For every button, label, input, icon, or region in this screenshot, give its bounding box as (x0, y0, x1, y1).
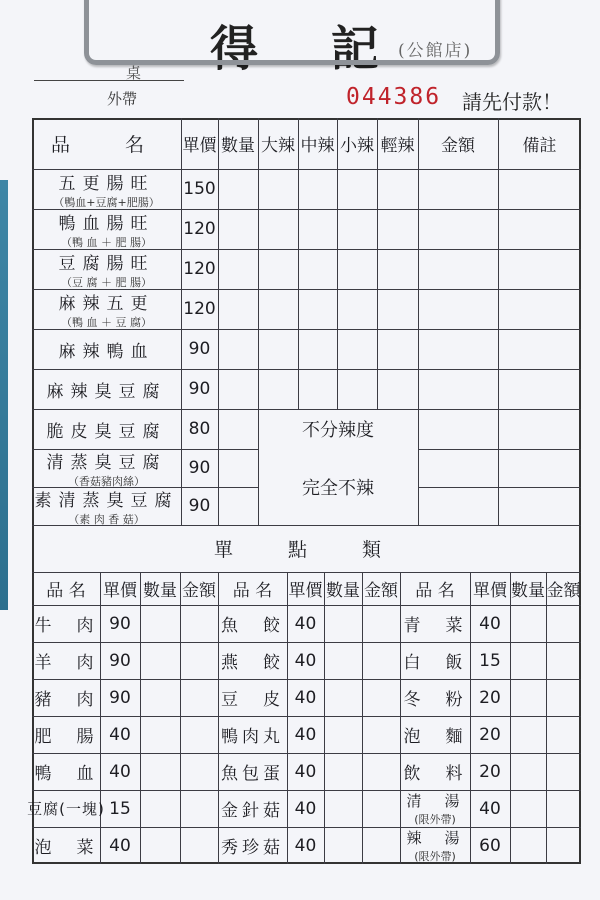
restaurant-title: 得 記 (210, 21, 407, 77)
single-col-header: 單價 (288, 581, 323, 601)
item-name: 魚包蛋 (221, 764, 284, 784)
single-item-name (32, 605, 100, 642)
single-item-price: 40 (294, 798, 317, 819)
item-name: 冬 粉 (403, 690, 467, 710)
single-item-name (400, 753, 470, 790)
item-name: 金針菇 (221, 801, 284, 821)
single-item-price: 40 (294, 613, 317, 634)
grid-line (418, 209, 581, 210)
pay-first-notice: 請先付款！ (462, 90, 562, 114)
dish-ingredients: （素 肉 香 菇） (68, 512, 145, 526)
single-col-header: 數量 (326, 581, 360, 601)
menu-item-name (32, 169, 181, 209)
single-col-header: 數量 (511, 581, 545, 601)
takeout-label: 外帶 (107, 90, 138, 108)
item-name: 肥 腸 (34, 727, 98, 747)
item-name: 魚 餃 (221, 616, 284, 636)
item-name: 秀珍菇 (221, 838, 284, 858)
single-col-header: 單價 (473, 581, 507, 601)
item-name: 泡 菜 (34, 838, 98, 858)
menu-item-price: 90 (188, 339, 211, 359)
menu-item-price: 150 (183, 179, 216, 199)
dish-ingredients: （鴨 血 ＋ 肥 腸） (61, 235, 152, 249)
menu-item-name (32, 369, 181, 409)
single-row-line (32, 679, 581, 680)
branch-name: (公館店) (398, 41, 473, 61)
menu-item-name (32, 329, 181, 369)
dish-name: 脆皮臭豆腐 (46, 421, 167, 442)
dish-ingredients: （鴨 血 ＋ 豆 腐） (61, 315, 152, 329)
header-very-spicy: 大辣 (261, 136, 295, 156)
single-item-price: 40 (294, 687, 317, 708)
note-not-spicy: 完全不辣 (302, 478, 374, 499)
single-col-header: 品 名 (46, 581, 86, 601)
single-item-price: 40 (109, 761, 131, 782)
menu-item-name (32, 409, 181, 449)
menu-item-name (32, 249, 181, 289)
menu-item-name (32, 209, 181, 249)
dine-in-label: 桌 (126, 64, 142, 82)
single-item-price: 90 (109, 687, 131, 708)
single-col-header: 數量 (143, 581, 177, 601)
single-item-name (400, 605, 470, 642)
dish-name: 麻辣鴨血 (58, 341, 155, 362)
menu-item-name (32, 487, 181, 525)
single-item-name (218, 827, 287, 864)
header-medium-spicy: 中辣 (300, 136, 335, 156)
menu-item-price: 90 (188, 458, 211, 478)
single-item-price: 40 (479, 798, 501, 819)
single-col-line (140, 572, 141, 864)
item-name: 清 湯 (406, 792, 464, 810)
note-no-spice-level: 不分辣度 (302, 420, 374, 441)
dish-name: 鴨血腸旺 (58, 213, 155, 234)
menu-item-name (32, 289, 181, 329)
single-item-price: 40 (294, 650, 317, 671)
single-item-name (218, 642, 287, 679)
single-row-line (32, 753, 581, 754)
single-col-line (362, 572, 363, 864)
order-number-line (34, 80, 184, 81)
grid-line (418, 249, 581, 250)
grid-line (418, 487, 581, 488)
menu-item-price: 80 (188, 419, 211, 439)
menu-item-price: 120 (183, 219, 216, 239)
item-note: (限外帶) (414, 813, 456, 826)
dish-ingredients: （鴨血+豆腐+肥腸） (53, 195, 160, 209)
single-col-line (180, 572, 181, 864)
menu-item-price: 120 (183, 259, 216, 279)
single-item-name (32, 679, 100, 716)
dish-name: 麻辣臭豆腐 (46, 381, 167, 402)
single-item-name (218, 605, 287, 642)
single-item-price: 40 (294, 835, 317, 856)
grid-line (418, 329, 581, 330)
single-item-price: 20 (479, 687, 501, 708)
single-col-header: 品 名 (232, 581, 273, 601)
single-item-price: 90 (109, 613, 131, 634)
menu-item-name (32, 449, 181, 487)
single-row-line (32, 716, 581, 717)
item-name: 豆 皮 (221, 690, 284, 710)
single-col-header: 金額 (182, 581, 216, 601)
item-name: 豬 肉 (34, 690, 98, 710)
single-col-header: 單價 (103, 581, 137, 601)
dish-name: 麻辣五更 (58, 293, 155, 314)
single-item-price: 60 (479, 835, 501, 856)
single-items-title: 單 點 類 (213, 539, 399, 561)
item-name: 鴨肉丸 (221, 727, 284, 747)
single-item-name (400, 642, 470, 679)
clipboard-clip (84, 0, 500, 65)
single-item-name (32, 642, 100, 679)
item-name: 泡 麵 (403, 727, 467, 747)
item-name: 羊 肉 (34, 653, 98, 673)
header-light-spicy: 輕辣 (380, 136, 415, 156)
menu-item-price: 120 (183, 299, 216, 319)
item-name: 青 菜 (403, 616, 467, 636)
item-name: 鴨 血 (34, 764, 98, 784)
single-item-price: 20 (479, 761, 501, 782)
single-item-price: 40 (294, 761, 317, 782)
grid-line (498, 118, 499, 525)
dish-name: 清蒸臭豆腐 (46, 452, 167, 473)
dish-name: 五更腸旺 (58, 173, 155, 194)
item-note: (限外帶) (414, 850, 456, 863)
single-col-header: 金額 (546, 581, 581, 601)
single-col-line (324, 572, 325, 864)
single-col-header: 品 名 (415, 581, 455, 601)
background-edge (0, 180, 8, 610)
single-item-name (400, 679, 470, 716)
single-item-name (32, 716, 100, 753)
single-item-price: 40 (109, 835, 131, 856)
single-item-price: 40 (109, 724, 131, 745)
dish-ingredients: （香菇豬肉絲） (68, 474, 145, 488)
single-row-line (32, 790, 581, 791)
item-name: 燕 餃 (221, 653, 284, 673)
single-item-name (218, 753, 287, 790)
single-item-name (32, 753, 100, 790)
single-col-line (546, 572, 547, 864)
item-name: 牛 肉 (34, 616, 98, 636)
single-item-name (400, 790, 470, 827)
single-item-name (400, 716, 470, 753)
single-item-price: 90 (109, 650, 131, 671)
single-item-name (400, 827, 470, 864)
item-name: 豆腐(一塊) (27, 800, 105, 818)
single-col-line (510, 572, 511, 864)
single-row-line (32, 642, 581, 643)
header-quantity: 數量 (221, 136, 255, 156)
dish-name: 素清蒸臭豆腐 (34, 490, 179, 511)
grid-line (418, 409, 581, 410)
single-item-name (32, 827, 100, 864)
header-mild-spicy: 小辣 (340, 136, 374, 156)
item-name: 白 飯 (403, 653, 467, 673)
single-item-price: 40 (479, 613, 501, 634)
single-item-name (218, 679, 287, 716)
item-name: 辣 湯 (406, 829, 464, 847)
menu-item-price: 90 (188, 496, 211, 516)
single-row-line (32, 827, 581, 828)
header-price: 單價 (182, 136, 217, 156)
item-name: 飲 料 (403, 764, 467, 784)
grid-line (418, 118, 419, 525)
single-item-price: 15 (109, 798, 131, 819)
single-item-price: 20 (479, 724, 501, 745)
single-item-name (218, 716, 287, 753)
single-item-price: 40 (294, 724, 317, 745)
grid-line (418, 289, 581, 290)
header-name: 品 名 (50, 134, 162, 156)
grid-line (418, 369, 581, 370)
single-col-header: 金額 (364, 581, 398, 601)
menu-item-price: 90 (188, 379, 211, 399)
single-item-name (218, 790, 287, 827)
dish-name: 豆腐腸旺 (58, 253, 155, 274)
single-item-price: 15 (479, 650, 501, 671)
grid-line (418, 449, 581, 450)
dish-ingredients: （豆 腐 ＋ 肥 腸） (61, 275, 152, 289)
header-amount: 金額 (441, 136, 475, 156)
serial-number: 044386 (346, 84, 442, 110)
single-item-name (27, 790, 105, 827)
grid-line (218, 118, 219, 525)
header-remarks: 備註 (522, 136, 557, 156)
